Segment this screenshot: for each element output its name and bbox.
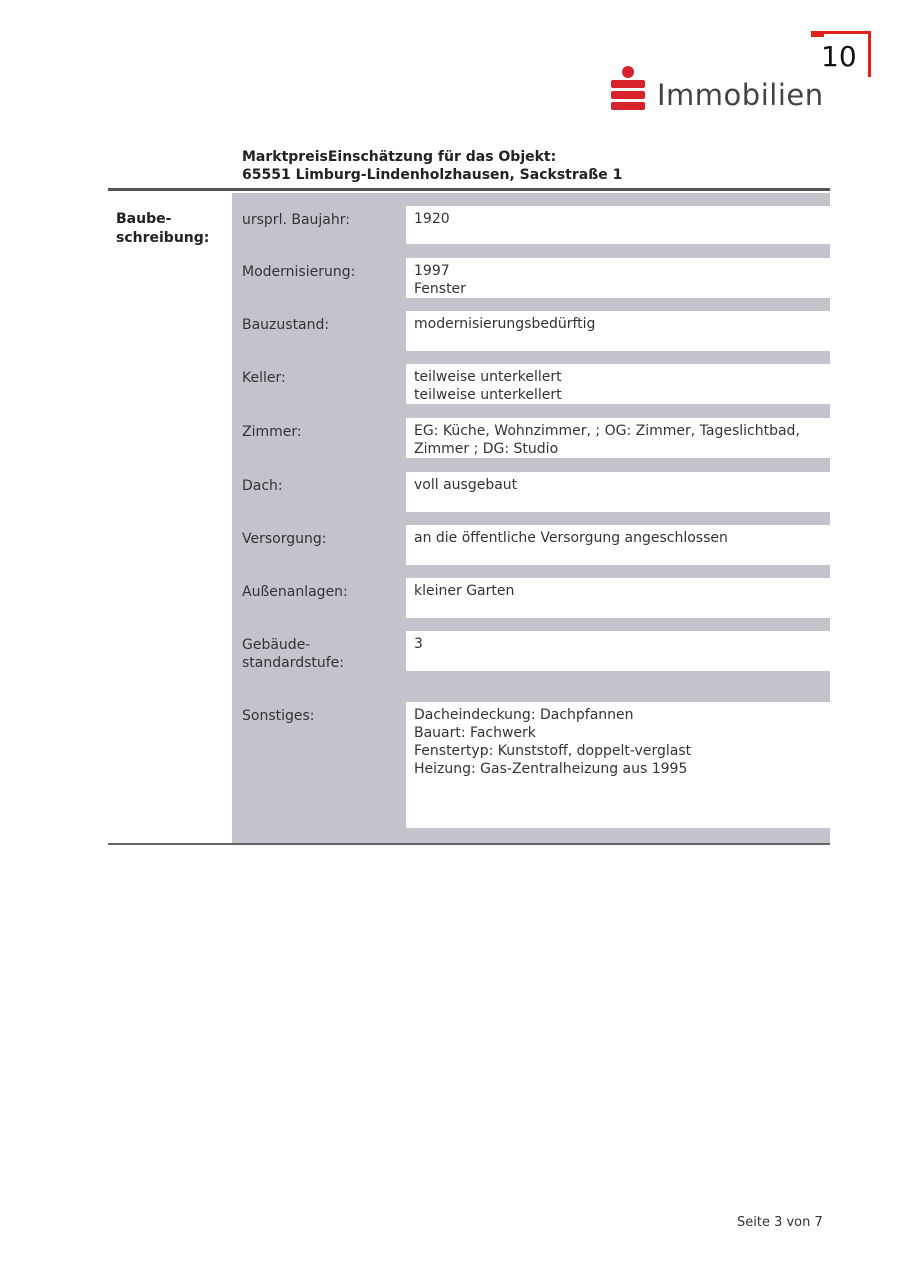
top-rule	[108, 188, 830, 191]
value-line: an die öffentliche Versorgung angeschlossen	[414, 530, 728, 546]
page-number: 10	[821, 40, 857, 73]
title-line-2: 65551 Limburg-Lindenholzhausen, Sackstraße 1	[242, 167, 623, 183]
value-keller	[406, 364, 830, 404]
label-gebaeudestandardstufe	[242, 636, 344, 672]
document-title	[242, 148, 622, 184]
label-column-background	[232, 193, 403, 843]
value-gebaeudestandardstufe	[406, 631, 830, 671]
value-dach	[406, 472, 830, 512]
label-sonstiges: Sonstiges:	[242, 708, 315, 724]
value-aussenanlagen	[406, 578, 830, 618]
value-line: kleiner Garten	[414, 583, 515, 599]
value-zimmer	[406, 418, 830, 458]
label-versorgung: Versorgung:	[242, 531, 327, 547]
value-line: voll ausgebaut	[414, 477, 518, 493]
value-line: teilweise unterkellert	[414, 369, 562, 385]
label-line: Gebäude-	[242, 637, 311, 653]
label-modernisierung: Modernisierung:	[242, 264, 356, 280]
value-line: Zimmer ; DG: Studio	[414, 441, 559, 457]
label-keller: Keller:	[242, 370, 286, 386]
title-line-1: MarktpreisEinschätzung für das Objekt:	[242, 149, 557, 165]
value-line: Fenstertyp: Kunststoff, doppelt-verglast	[414, 743, 692, 759]
value-line: teilweise unterkellert	[414, 387, 562, 403]
label-line: standardstufe:	[242, 655, 345, 671]
label-aussenanlagen: Außenanlagen:	[242, 584, 348, 600]
value-bauzustand	[406, 311, 830, 351]
value-versorgung	[406, 525, 830, 565]
section-label	[116, 210, 209, 248]
label-bauzustand: Bauzustand:	[242, 317, 330, 333]
value-line: 3	[414, 636, 423, 652]
value-line: 1920	[414, 211, 450, 227]
value-sonstiges	[406, 702, 830, 828]
label-zimmer: Zimmer:	[242, 424, 302, 440]
section-label-line-2: schreibung:	[116, 230, 210, 246]
value-modernisierung	[406, 258, 830, 298]
value-line: Bauart: Fachwerk	[414, 725, 536, 741]
section-label-line-1: Baube-	[116, 211, 172, 227]
value-line: Fenster	[414, 281, 466, 297]
bottom-rule	[108, 843, 830, 845]
value-line: Dacheindeckung: Dachpfannen	[414, 707, 634, 723]
value-line: 1997	[414, 263, 450, 279]
logo-dot-icon	[622, 66, 634, 78]
page-number-badge	[811, 31, 871, 77]
label-baujahr: ursprl. Baujahr:	[242, 212, 350, 228]
sparkasse-s-icon	[611, 80, 645, 109]
logo-text: Immobilien	[657, 78, 824, 112]
label-dach: Dach:	[242, 478, 283, 494]
value-line: modernisierungsbedürftig	[414, 316, 596, 332]
value-line: EG: Küche, Wohnzimmer, ; OG: Zimmer, Tageslichtbad,	[414, 423, 800, 439]
page-footer: Seite 3 von 7	[737, 1215, 823, 1230]
value-baujahr	[406, 206, 830, 244]
value-line: Heizung: Gas-Zentralheizung aus 1995	[414, 761, 688, 777]
